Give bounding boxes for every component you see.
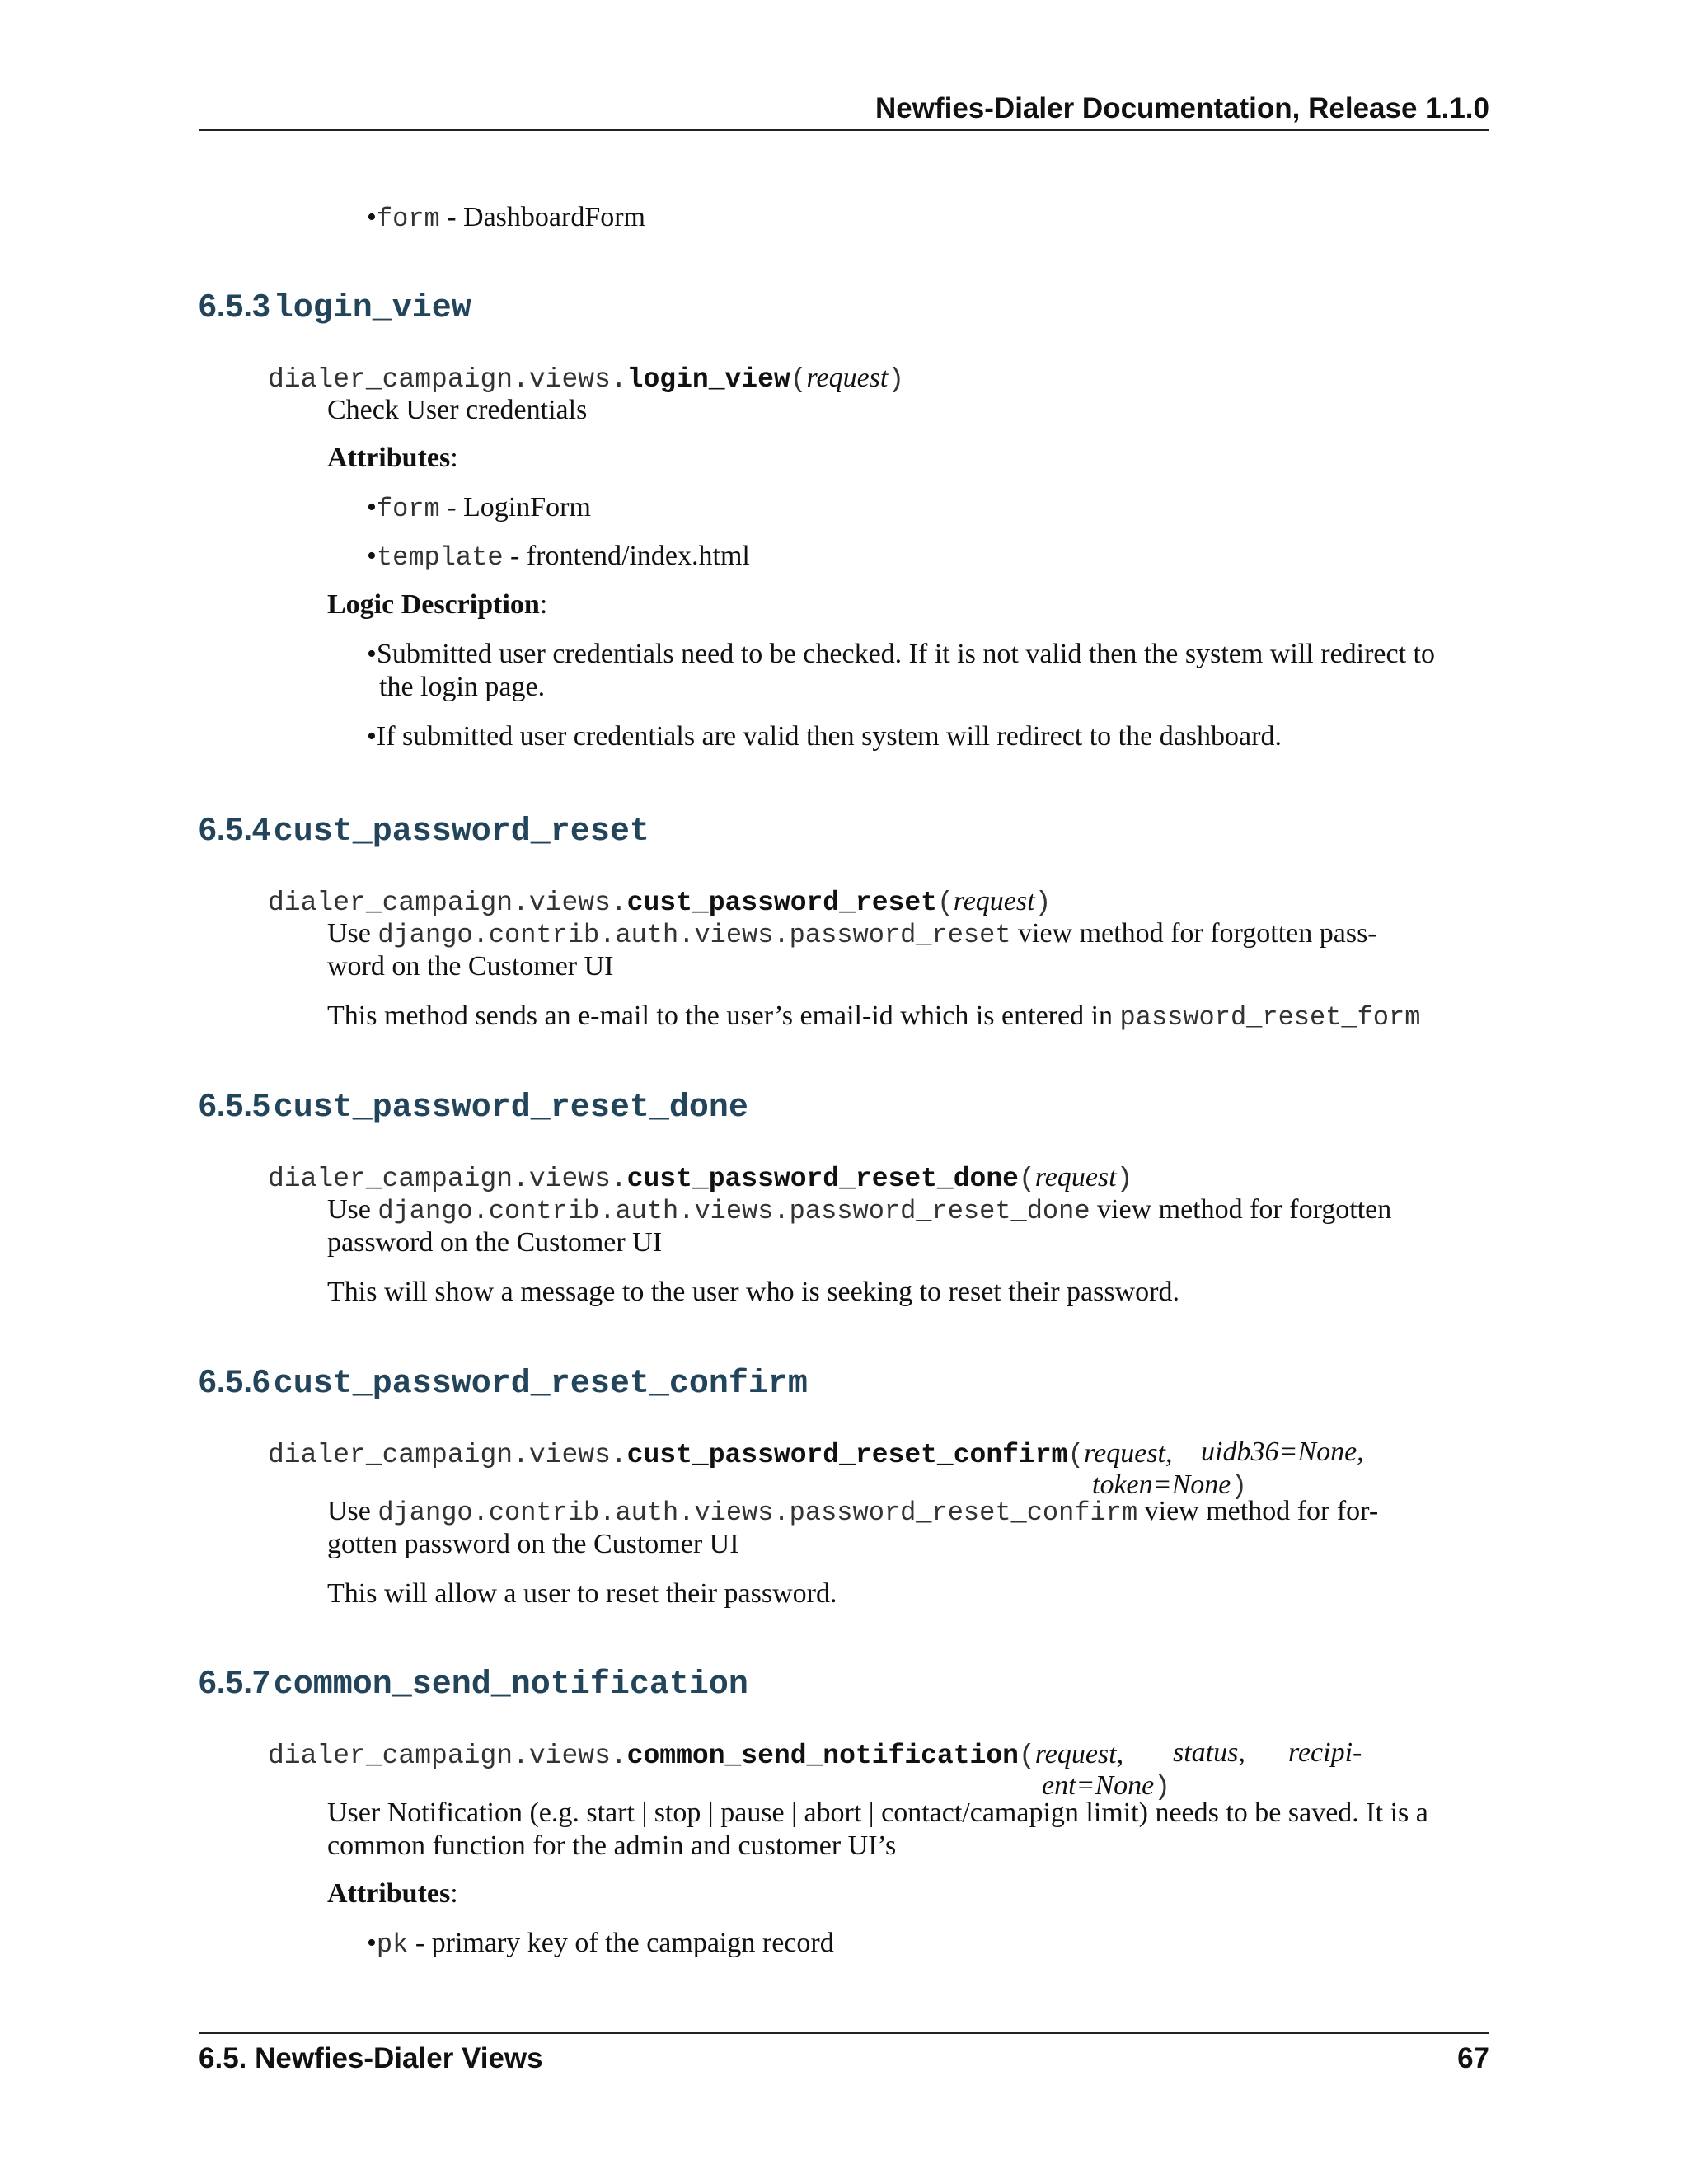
signature-param: uidb36=None, (1201, 1436, 1364, 1467)
section-heading (199, 812, 649, 851)
list-item-continuation: the login page. (379, 672, 546, 702)
section-title: cust_password_reset_confirm (273, 1366, 808, 1403)
section-heading (199, 1364, 808, 1403)
list-item: •template - frontend/index.html (367, 541, 750, 573)
section-number: 6.5.3 (199, 288, 270, 324)
footer-rule (199, 2032, 1489, 2034)
attributes-label: Attributes: (327, 1878, 458, 1909)
function-description: Use django.contrib.auth.views.password_reset view method for forgotten pass- (327, 918, 1377, 950)
function-description-line2: word on the Customer UI (327, 951, 614, 982)
section-title: cust_password_reset_done (273, 1090, 748, 1127)
function-description-line2: gotten password on the Customer UI (327, 1529, 739, 1559)
function-signature: dialer_campaign.views.login_view(request) (268, 363, 905, 395)
list-item: •If submitted user credentials are valid then system will redirect to the dashboard. (367, 721, 1282, 752)
signature-param: recipi- (1288, 1737, 1362, 1768)
function-description: User Notification (e.g. start | stop | pause | abort | contact/camapign limit) needs to be saved. It is a (327, 1797, 1428, 1828)
function-description: Use django.contrib.auth.views.password_reset_done view method for forgotten (327, 1194, 1392, 1226)
signature-param: token=None) (1092, 1469, 1248, 1502)
function-note: This method sends an e-mail to the user’s email-id which is entered in password_reset_form (327, 1001, 1421, 1033)
signature-param: ent=None) (1042, 1770, 1171, 1802)
section-heading (199, 1088, 748, 1127)
function-note: This will allow a user to reset their password. (327, 1578, 837, 1609)
footer-section: 6.5. Newfies-Dialer Views (199, 2042, 543, 2074)
section-heading (199, 288, 471, 327)
section-title: common_send_notification (273, 1666, 748, 1704)
running-header: Newfies-Dialer Documentation, Release 1.1.0 (875, 92, 1489, 124)
function-signature: dialer_campaign.views.cust_password_reset_confirm(request, (268, 1438, 1173, 1470)
list-item: •form - LoginForm (367, 492, 591, 524)
logic-label: Logic Description: (327, 589, 548, 620)
function-signature: dialer_campaign.views.cust_password_reset(request) (268, 886, 1052, 918)
function-description: Check User credentials (327, 395, 588, 425)
section-title: cust_password_reset (273, 813, 649, 851)
section-number: 6.5.6 (199, 1364, 270, 1399)
function-description-line2: password on the Customer UI (327, 1227, 663, 1258)
section-title: login_view (273, 290, 471, 327)
section-number: 6.5.5 (199, 1088, 270, 1123)
signature-param: status, (1173, 1737, 1245, 1768)
function-signature: dialer_campaign.views.common_send_notification(request, (268, 1739, 1124, 1771)
section-number: 6.5.4 (199, 812, 270, 847)
page-number: 67 (1457, 2042, 1489, 2074)
header-rule (199, 129, 1489, 131)
function-description-line2: common function for the admin and customer UI’s (327, 1830, 897, 1861)
code-term: form (376, 204, 440, 234)
attributes-label: Attributes: (327, 443, 458, 473)
function-note: This will show a message to the user who is seeking to reset their password. (327, 1277, 1179, 1307)
section-number: 6.5.7 (199, 1665, 270, 1700)
list-item: •Submitted user credentials need to be checked. If it is not valid then the system will redirect to (367, 639, 1435, 669)
list-item: •pk - primary key of the campaign record (367, 1928, 834, 1960)
function-signature: dialer_campaign.views.cust_password_reset_done(request) (268, 1162, 1133, 1194)
list-item: •form - DashboardForm (367, 202, 646, 234)
section-heading (199, 1665, 748, 1704)
function-description: Use django.contrib.auth.views.password_reset_confirm view method for for- (327, 1496, 1379, 1528)
